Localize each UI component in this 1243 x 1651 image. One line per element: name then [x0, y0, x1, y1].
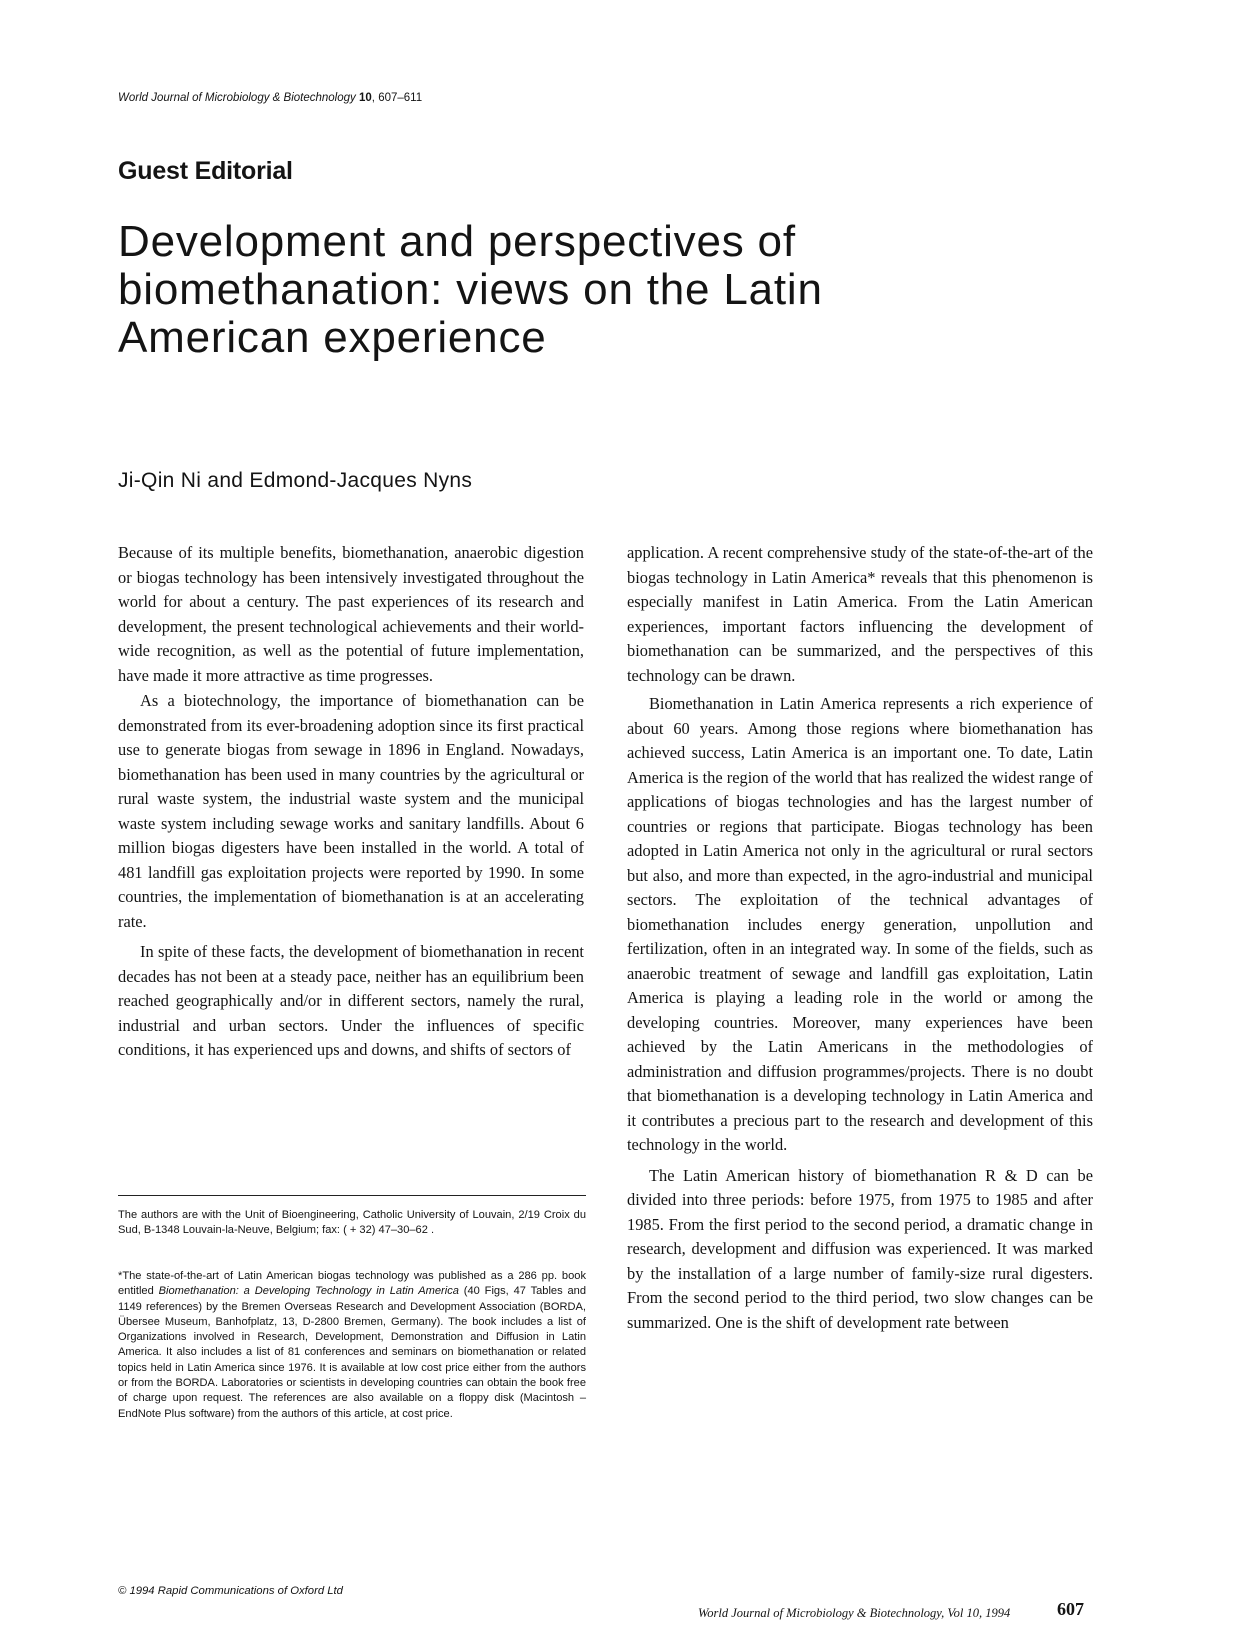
title-line: biomethanation: views on the Latin [118, 265, 823, 314]
body-paragraph: In spite of these facts, the development of biomethanation in recent decades has not been at a steady pace, neither has an equilibrium been reached geographically and/or in different sectors, namely the rural, industrial and urban sectors. Under the influences of specific conditions, it has experienced ups and downs, and shifts of sectors of [118, 942, 584, 1059]
footnote-divider [118, 1195, 586, 1196]
page-number: 607 [1057, 1599, 1084, 1619]
section-label: Guest Editorial [118, 157, 293, 185]
author-list: Ji-Qin Ni and Edmond-Jacques Nyns [118, 469, 473, 492]
journal-pages: 607–611 [378, 92, 423, 104]
title-line: Development and perspectives of [118, 217, 796, 266]
footnote-affiliation: The authors are with the Unit of Bioengineering, Catholic University of Louvain, 2/19 Croix du Sud, B-1348 Louvain-la-Neuve, Belgium; fax: ( + 32) 47–30–62 . [118, 1209, 586, 1237]
title-line: American experience [118, 313, 547, 362]
page-footer-journal: World Journal of Microbiology & Biotechnology, Vol 10, 1994 [698, 1606, 1011, 1620]
body-paragraph: Because of its multiple benefits, biomethanation, anaerobic digestion or biogas technology has been intensively investigated throughout the world for about a century. The past experiences of its research and development, the present technological achievements and their world-wide recognition, as well as the potential of future implementation, have made it more attractive as time progresses. [118, 543, 584, 685]
footnote-text: (40 Figs, 47 Tables and 1149 references) by the Bremen Overseas Research and Development Association (BORDA, Übersee Museum, Banhofplatz, 13, D-2800 Bremen, Germany). The book includes a list of Organizations involved in Research, Development, Demonstration and Diffusion in Latin America. It also includes a list of 81 conferences and seminars on biomethanation or related topics held in Latin America since 1976. It is available at low cost price either from the authors or from the BORDA. Laboratories or scientists in developing countries can obtain the book free of charge upon request. The references are also available on a floppy disk (Macintosh – EndNote Plus software) from the authors of this article, at cost price. [118, 1285, 587, 1420]
footnote-text: *The state-of-the-art of Latin American biogas technology was published as a 286 pp. book entitled [118, 1270, 586, 1298]
book-title: Biomethanation: a Developing Technology in Latin America [158, 1285, 459, 1298]
running-head: World Journal of Microbiology & Biotechnology 10, 607–611 [118, 92, 423, 104]
body-column-left [118, 541, 584, 1063]
body-paragraph: The Latin American history of biomethanation R & D can be divided into three periods: before 1975, from 1975 to 1985 and after 1985. From the first period to the second period, a dramatic change in research, development and diffusion was experienced. It was marked by the installation of a large number of family-size rural digesters. From the second period to the third period, two slow changes can be summarized. One is the shift of development rate between [627, 1165, 1093, 1332]
footnote-book [118, 1269, 586, 1422]
journal-name: World Journal of Microbiology & Biotechnology [118, 92, 356, 104]
article-title [118, 218, 918, 362]
copyright-notice: © 1994 Rapid Communications of Oxford Ltd [118, 1585, 343, 1597]
body-column-right [627, 541, 1093, 1335]
body-paragraph: Biomethanation in Latin America represents a rich experience of about 60 years. Among those regions where biomethanation has achieved success, Latin America is an important one. To date, Latin America is the region of the world that has realized the widest range of applications of biogas technologies and has the largest number of countries or regions that participate. Biogas technology has been adopted in Latin America not only in the agricultural or rural sectors but also, and more than expected, in the agro-industrial and municipal sectors. The exploitation of the technical advantages of biomethanation includes energy generation, unpollution and fertilization, often in an integrated way. In some of the fields, such as anaerobic treatment of sewage and landfill gas exploitation, Latin America is playing a leading role in the world or among the developing countries. Moreover, many experiences have been achieved by the Latin Americans in the methodologies of administration and diffusion programmes/projects. There is no doubt that biomethanation is a developing technology in Latin America and it contributes a precious part to the research and development of this technology in the world. [627, 694, 1093, 1154]
journal-volume: 10 [359, 92, 372, 104]
body-paragraph: As a biotechnology, the importance of biomethanation can be demonstrated from its ever-broadening adoption since its first practical use to generate biogas from sewage in 1896 in England. Nowadays, biomethanation has been used in many countries by the agricultural or rural waste system, the industrial waste system and the municipal waste system including sewage works and sanitary landfills. About 6 million biogas digesters have been installed in the world. A total of 481 landfill gas exploitation projects were reported by 1990. In some countries, the implementation of biomethanation is at an accelerating rate. [118, 691, 584, 931]
body-paragraph: application. A recent comprehensive study of the state-of-the-art of the biogas technology in Latin America* reveals that this phenomenon is especially manifest in Latin America. From the Latin American experiences, important factors influencing the development of biomethanation can be summarized, and the perspectives of this technology can be drawn. [627, 543, 1093, 685]
